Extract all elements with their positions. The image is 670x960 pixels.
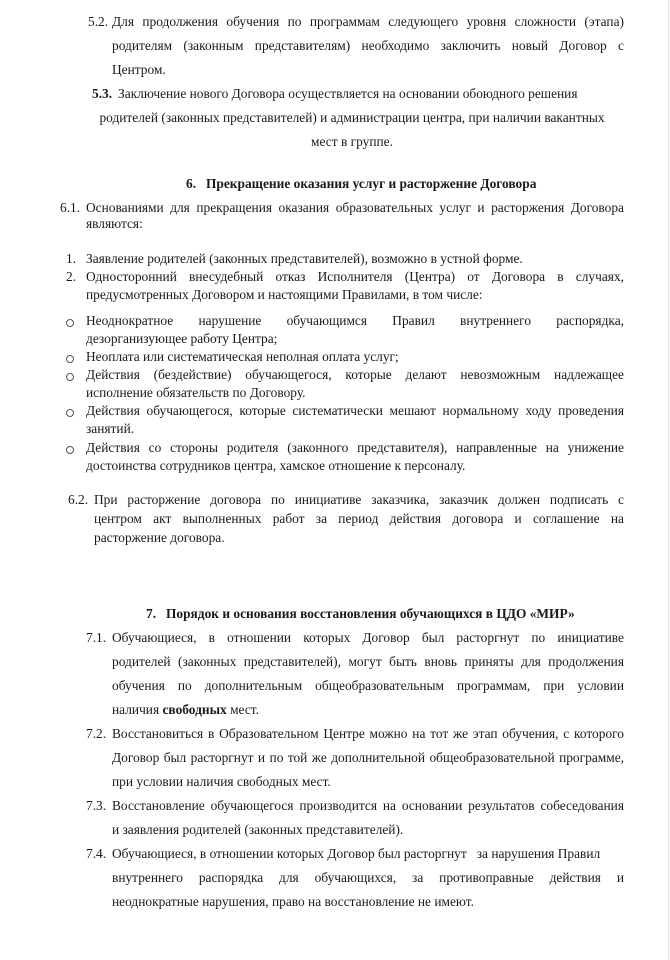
text-line: достоинства сотрудников центра, хамское отношение к персоналу. xyxy=(86,458,466,473)
bold-text-run: свободных xyxy=(162,702,227,717)
paragraph-number: 6.2. xyxy=(68,492,89,507)
bullet-icon xyxy=(66,409,74,417)
bullet-icon xyxy=(66,355,74,363)
text-line xyxy=(112,702,259,718)
text-line: предусмотренных Договором и настоящими Правилами, в том числе: xyxy=(86,287,483,302)
text-line: дезорганизующее работу Центра; xyxy=(86,331,278,346)
paragraph-number: 7.2. xyxy=(86,726,107,741)
text-line: При расторжение договора по инициативе заказчика, заказчик должен подписать с xyxy=(94,492,624,507)
bullet-icon xyxy=(66,319,74,327)
text-line: Для продолжения обучения по программам следующего уровня сложности (этапа) xyxy=(112,14,624,29)
text-line: Центром. xyxy=(112,62,166,77)
text-line: Неоплата или систематическая неполная оплата услуг; xyxy=(86,349,399,364)
text-line: внутреннего распорядка для обучающихся, за противоправные действия и xyxy=(112,870,624,885)
text-line: Заявление родителей (законных представителей), возможно в устной форме. xyxy=(86,251,523,266)
text-line: Восстановиться в Образовательном Центре можно на тот же этап обучения, с которого xyxy=(112,726,624,741)
text-line: Восстановление обучающегося производится на основании результатов собеседования xyxy=(112,798,624,813)
text-line: и заявления родителей (законных представителей). xyxy=(112,822,404,837)
text-line: Неоднократное нарушение обучающимся Правил внутреннего распорядка, xyxy=(86,313,624,328)
text-run: наличия xyxy=(112,702,163,717)
text-line: родителям (законным представителям) необходимо заключить новый Договор с xyxy=(112,38,624,53)
page-edge xyxy=(668,0,669,960)
text-line: родителей (законных представителей), могут быть вновь приняты для продолжения xyxy=(112,654,624,669)
text-line: при условии наличия свободных мест. xyxy=(112,774,331,789)
paragraph-number: 5.3. xyxy=(92,86,113,101)
text-line: Заключение нового Договора осуществляется на основании обоюдного решения xyxy=(118,86,578,101)
paragraph-number: 7.1. xyxy=(86,630,107,645)
text-line: исполнение обязательств по Договору. xyxy=(86,385,306,400)
paragraph-number: 5.2. xyxy=(88,14,109,29)
paragraph-number: 7.4. xyxy=(86,846,107,861)
text-line: родителей (законных представителей) и администрации центра, при наличии вакантных xyxy=(99,110,605,125)
heading-number: 6. xyxy=(186,176,197,191)
text-line: неоднократные нарушения, право на восстановление не имеют. xyxy=(112,894,474,909)
bullet-icon xyxy=(66,446,74,454)
bullet-icon xyxy=(66,373,74,381)
text-line: являются: xyxy=(86,216,143,231)
text-line: обучения по дополнительным общеобразовательным программам, при условии xyxy=(112,678,624,693)
text-line: Действия со стороны родителя (законного представителя), направленные на унижение xyxy=(86,440,624,455)
heading-title: Прекращение оказания услуг и расторжение Договора xyxy=(206,176,537,191)
text-line: мест в группе. xyxy=(311,134,393,149)
paragraph-number: 6.1. xyxy=(60,200,81,215)
list-number: 1. xyxy=(66,251,77,266)
text-line: Обучающиеся, в отношении которых Договор был расторгнут за нарушения Правил xyxy=(112,846,601,861)
text-line: Действия (бездействие) обучающегося, которые делают невозможным надлежащее xyxy=(86,367,624,382)
text-line: занятий. xyxy=(86,421,135,436)
text-line: расторжение договора. xyxy=(94,530,225,545)
text-line: центром акт выполненных работ за период действия договора и соглашение на xyxy=(94,511,624,526)
text-run: мест. xyxy=(226,702,259,717)
paragraph-number: 7.3. xyxy=(86,798,107,813)
text-line: Основаниями для прекращения оказания образовательных услуг и расторжения Договора xyxy=(86,200,624,215)
text-line: Односторонний внесудебный отказ Исполнителя (Центра) от Договора в случаях, xyxy=(86,269,624,284)
text-line: Договор был расторгнут и по той же дополнительной общеобразовательной программе, xyxy=(112,750,624,765)
list-number: 2. xyxy=(66,269,77,284)
text-line: Действия обучающегося, которые систематически мешают нормальному ходу проведения xyxy=(86,403,624,418)
heading-number: 7. xyxy=(146,606,157,621)
heading-title: Порядок и основания восстановления обучающихся в ЦДО «МИР» xyxy=(166,606,575,621)
text-line: Обучающиеся, в отношении которых Договор был расторгнут по инициативе xyxy=(112,630,624,645)
